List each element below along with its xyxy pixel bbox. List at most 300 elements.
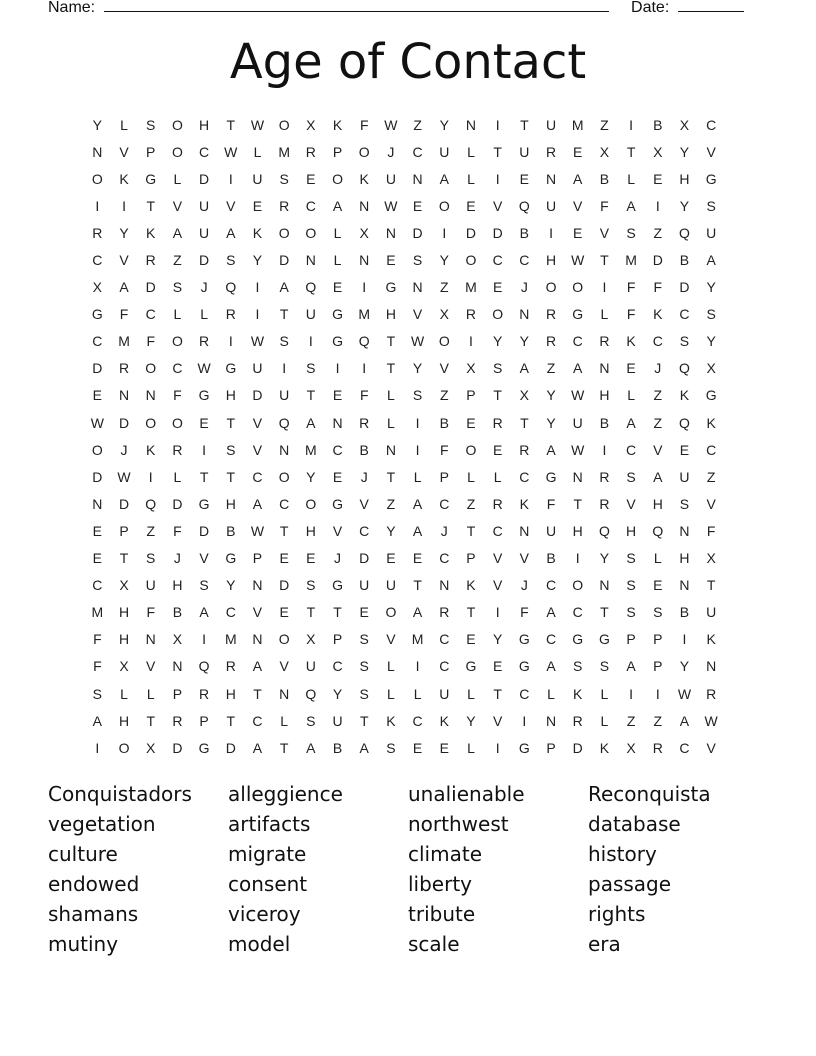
grid-letter: T [706, 577, 716, 594]
grid-letter: B [172, 604, 183, 621]
grid-letter: M [91, 604, 104, 621]
grid-letter: R [305, 143, 316, 160]
grid-letter: O [171, 333, 183, 350]
grid-letter: L [173, 306, 182, 323]
grid-letter: S [306, 712, 316, 729]
grid-letter: U [706, 604, 717, 621]
grid-letter: K [519, 495, 530, 512]
grid-letter: D [172, 495, 183, 512]
word-bank-item: climate [408, 842, 482, 866]
grid-letter: K [252, 224, 263, 241]
grid-letter: U [706, 224, 717, 241]
grid-letter: I [549, 224, 553, 241]
grid-letter: Y [439, 116, 449, 133]
grid-letter: E [92, 550, 103, 567]
grid-letter: C [679, 739, 690, 756]
grid-letter: Z [413, 116, 422, 133]
grid-letter: E [439, 739, 449, 756]
grid-letter: N [412, 279, 423, 296]
grid-letter: D [279, 252, 290, 269]
grid-letter: T [279, 522, 289, 539]
word-bank-item: liberty [408, 872, 473, 896]
grid-letter: L [467, 170, 475, 187]
grid-letter: T [333, 604, 342, 621]
grid-letter: C [492, 252, 503, 269]
grid-letter: J [360, 468, 368, 485]
grid-letter: L [467, 739, 475, 756]
grid-letter: X [466, 360, 476, 377]
grid-letter: K [626, 333, 636, 350]
grid-letter: N [172, 658, 183, 675]
grid-letter: C [652, 333, 663, 350]
grid-letter: I [522, 712, 527, 729]
grid-letter: S [626, 468, 636, 485]
word-bank-item: culture [48, 842, 118, 866]
grid-letter: P [546, 739, 556, 756]
grid-letter: U [439, 143, 450, 160]
word-bank-item: shamans [48, 902, 139, 926]
grid-letter: O [278, 468, 290, 485]
grid-letter: S [706, 306, 716, 323]
grid-letter: Z [146, 522, 155, 539]
grid-letter: Y [679, 143, 690, 160]
grid-letter: G [332, 577, 343, 594]
grid-letter: M [118, 333, 130, 350]
grid-letter: I [495, 604, 500, 621]
grid-letter: K [359, 170, 369, 187]
header [48, 0, 744, 19]
grid-letter: T [600, 252, 609, 269]
grid-letter: V [412, 306, 423, 323]
grid-letter: Z [706, 468, 716, 485]
grid-letter: Z [600, 116, 609, 133]
grid-letter: G [385, 279, 397, 296]
grid-letter: O [358, 143, 370, 160]
grid-letter: L [600, 306, 609, 323]
grid-letter: E [492, 441, 503, 458]
grid-letter: U [545, 522, 557, 539]
grid-letter: W [250, 116, 265, 133]
grid-letter: T [226, 468, 236, 485]
grid-letter: U [252, 360, 263, 377]
grid-letter: V [252, 414, 263, 431]
word-bank-item: migrate [228, 842, 307, 866]
grid-letter: L [333, 224, 342, 241]
grid-letter: E [626, 360, 636, 377]
grid-letter: X [519, 387, 530, 404]
grid-letter: T [359, 712, 369, 729]
grid-letter: A [306, 414, 316, 431]
grid-letter: F [173, 522, 182, 539]
grid-letter: R [706, 685, 717, 702]
grid-letter: T [573, 495, 582, 512]
grid-letter: N [145, 631, 156, 648]
grid-letter: Z [626, 712, 636, 729]
grid-letter: L [173, 170, 182, 187]
grid-letter: B [546, 550, 556, 567]
grid-letter: D [199, 252, 210, 269]
grid-letter: U [545, 116, 557, 133]
grid-letter: S [226, 252, 236, 269]
grid-letter: R [599, 495, 610, 512]
grid-letter: R [492, 495, 503, 512]
word-bank [48, 779, 768, 959]
grid-letter: N [679, 522, 690, 539]
grid-letter: S [626, 224, 636, 241]
date-field[interactable] [678, 0, 744, 12]
grid-letter: T [306, 604, 316, 621]
grid-letter: U [279, 387, 290, 404]
grid-letter: T [626, 143, 636, 160]
grid-letter: V [599, 224, 610, 241]
grid-letter: C [439, 658, 450, 675]
grid-letter: L [387, 685, 395, 702]
grid-letter: J [654, 360, 662, 377]
grid-letter: H [305, 522, 316, 539]
grid-letter: W [677, 685, 692, 702]
grid-letter: A [626, 197, 636, 214]
grid-letter: C [545, 631, 557, 648]
grid-letter: A [226, 224, 236, 241]
grid-letter: U [519, 143, 530, 160]
grid-letter: F [359, 116, 369, 133]
grid-letter: V [172, 197, 183, 214]
grid-letter: W [410, 333, 425, 350]
grid-letter: C [519, 468, 530, 485]
grid-letter: G [225, 550, 237, 567]
grid-letter: P [119, 522, 129, 539]
grid-letter: I [442, 224, 447, 241]
grid-letter: D [359, 550, 370, 567]
grid-letter: E [199, 414, 209, 431]
grid-letter: Q [145, 495, 157, 512]
grid-letter: Q [679, 360, 690, 377]
grid-letter: A [626, 414, 636, 431]
grid-letter: N [92, 143, 103, 160]
grid-letter: A [252, 495, 263, 512]
grid-letter: U [359, 577, 370, 594]
grid-letter: W [384, 116, 398, 133]
grid-letter: R [279, 197, 290, 214]
grid-letter: B [226, 522, 236, 539]
grid-letter: A [412, 604, 423, 621]
grid-letter: L [653, 550, 662, 567]
grid-letter: V [706, 143, 716, 160]
grid-letter: I [228, 170, 233, 187]
grid-letter: B [679, 252, 690, 269]
grid-letter: H [599, 387, 610, 404]
grid-letter: Z [653, 414, 663, 431]
grid-letter: F [626, 306, 636, 323]
grid-letter: N [279, 441, 290, 458]
grid-letter: N [252, 631, 263, 648]
grid-letter: O [385, 604, 397, 621]
grid-letter: H [679, 550, 690, 567]
grid-letter: W [224, 143, 238, 160]
name-field[interactable] [104, 0, 609, 12]
grid-letter: N [599, 360, 610, 377]
grid-letter: S [306, 577, 316, 594]
grid-letter: L [387, 387, 395, 404]
grid-letter: Q [652, 522, 664, 539]
word-bank-item: history [588, 842, 657, 866]
grid-letter: C [145, 306, 156, 323]
grid-letter: A [412, 495, 423, 512]
grid-letter: T [520, 116, 529, 133]
grid-letter: Z [173, 252, 182, 269]
grid-letter: N [252, 577, 263, 594]
grid-letter: Z [440, 387, 449, 404]
grid-letter: C [332, 441, 343, 458]
grid-letter: K [119, 170, 129, 187]
grid-letter: I [255, 306, 260, 323]
grid-letter: S [172, 279, 183, 296]
word-bank-item: artifacts [228, 812, 311, 836]
grid-letter: N [679, 577, 690, 594]
grid-letter: X [146, 739, 156, 756]
grid-letter: A [573, 360, 583, 377]
grid-letter: A [332, 197, 343, 214]
grid-letter: J [120, 441, 128, 458]
grid-letter: L [600, 685, 609, 702]
grid-letter: T [466, 604, 476, 621]
grid-letter: G [198, 387, 210, 404]
grid-letter: J [173, 550, 181, 567]
grid-letter: A [199, 604, 209, 621]
grid-letter: S [359, 658, 369, 675]
grid-letter: C [225, 604, 236, 621]
grid-letter: Q [598, 522, 610, 539]
grid-letter: L [627, 170, 635, 187]
grid-letter: Y [679, 197, 690, 214]
grid-letter: L [627, 387, 635, 404]
grid-letter: A [573, 170, 583, 187]
grid-letter: L [146, 685, 155, 702]
grid-letter: S [492, 360, 503, 377]
grid-letter: O [305, 224, 317, 241]
grid-letter: M [224, 631, 237, 648]
grid-letter: Z [653, 712, 663, 729]
grid-letter: C [492, 522, 503, 539]
grid-letter: G [225, 360, 237, 377]
grid-letter: K [439, 712, 449, 729]
grid-letter: A [412, 522, 423, 539]
grid-letter: G [598, 631, 610, 648]
grid-letter: A [252, 739, 263, 756]
grid-letter: F [626, 279, 636, 296]
grid-letter: M [411, 631, 424, 648]
grid-letter: I [602, 279, 607, 296]
grid-letter: V [492, 197, 503, 214]
grid-letter: D [199, 170, 210, 187]
grid-letter: L [253, 143, 262, 160]
grid-letter: R [465, 306, 477, 323]
grid-letter: W [117, 468, 131, 485]
word-bank-item: passage [588, 872, 672, 896]
date-label: Date: [631, 0, 670, 16]
grid-letter: F [359, 387, 369, 404]
grid-letter: R [199, 685, 210, 702]
grid-letter: A [546, 441, 556, 458]
grid-letter: K [146, 224, 156, 241]
grid-letter: G [91, 306, 103, 323]
grid-letter: C [679, 306, 690, 323]
grid-letter: S [626, 577, 636, 594]
grid-letter: V [386, 631, 396, 648]
grid-letter: U [439, 685, 450, 702]
grid-letter: B [599, 414, 610, 431]
grid-letter: A [706, 252, 716, 269]
grid-letter: E [679, 441, 690, 458]
grid-letter: E [573, 143, 583, 160]
grid-letter: Y [679, 658, 690, 675]
grid-letter: D [412, 224, 423, 241]
grid-letter: E [412, 197, 423, 214]
grid-letter: H [626, 522, 637, 539]
grid-letter: C [92, 333, 103, 350]
grid-letter: A [306, 739, 316, 756]
grid-letter: C [572, 604, 583, 621]
grid-letter: G [572, 631, 584, 648]
grid-letter: C [439, 550, 450, 567]
grid-letter: Y [92, 116, 103, 133]
grid-letter: K [146, 441, 156, 458]
grid-letter: T [386, 360, 396, 377]
word-bank-item: model [228, 932, 291, 956]
grid-letter: T [226, 414, 236, 431]
grid-letter: S [92, 685, 103, 702]
word-bank-item: Conquistadors [48, 782, 192, 806]
grid-letter: B [359, 441, 369, 458]
grid-letter: M [278, 143, 290, 160]
grid-letter: W [250, 333, 265, 350]
grid-letter: F [706, 522, 716, 539]
grid-letter: T [520, 414, 529, 431]
grid-letter: D [118, 495, 130, 512]
grid-letter: Z [546, 360, 556, 377]
grid-letter: Y [546, 414, 556, 431]
grid-letter: X [439, 306, 449, 323]
grid-letter: B [519, 224, 530, 241]
grid-letter: A [439, 170, 449, 187]
grid-letter: X [119, 658, 129, 675]
grid-letter: V [332, 522, 343, 539]
grid-letter: A [92, 712, 103, 729]
grid-letter: F [93, 658, 102, 675]
grid-letter: S [653, 604, 663, 621]
grid-letter: N [385, 224, 396, 241]
grid-letter: R [199, 333, 210, 350]
grid-letter: Y [119, 224, 129, 241]
grid-letter: Y [386, 522, 396, 539]
grid-letter: I [629, 685, 634, 702]
grid-letter: W [250, 522, 265, 539]
grid-letter: E [92, 387, 103, 404]
grid-letter: G [705, 387, 717, 404]
word-bank-item: tribute [408, 902, 476, 926]
grid-letter: V [226, 197, 236, 214]
grid-letter: O [171, 143, 183, 160]
grid-letter: C [332, 658, 343, 675]
grid-letter: S [626, 604, 636, 621]
grid-letter: I [308, 333, 313, 350]
grid-letter: I [629, 116, 634, 133]
grid-letter: P [199, 712, 209, 729]
grid-letter: D [252, 387, 263, 404]
grid-letter: T [493, 685, 502, 702]
grid-letter: G [518, 658, 530, 675]
grid-letter: C [199, 143, 210, 160]
grid-letter: U [572, 414, 583, 431]
letter-grid [84, 111, 725, 761]
grid-letter: B [599, 170, 610, 187]
grid-letter: Q [679, 224, 690, 241]
grid-letter: S [412, 387, 423, 404]
grid-letter: R [652, 739, 663, 756]
grid-letter: T [199, 468, 209, 485]
grid-letter: L [467, 685, 475, 702]
grid-letter: L [280, 712, 289, 729]
grid-letter: T [226, 712, 236, 729]
grid-letter: P [172, 685, 183, 702]
grid-letter: S [626, 550, 636, 567]
grid-letter: K [706, 631, 716, 648]
grid-letter: J [200, 279, 208, 296]
grid-letter: O [465, 252, 477, 269]
grid-letter: A [279, 279, 289, 296]
grid-letter: X [119, 577, 129, 594]
grid-letter: U [199, 224, 210, 241]
grid-letter: O [91, 170, 103, 187]
grid-letter: I [655, 197, 660, 214]
grid-letter: C [92, 577, 103, 594]
grid-letter: V [706, 739, 716, 756]
grid-letter: G [465, 658, 477, 675]
grid-letter: L [333, 252, 342, 269]
grid-letter: K [332, 116, 343, 133]
grid-letter: Q [305, 279, 317, 296]
grid-letter: T [253, 685, 262, 702]
grid-letter: V [199, 550, 209, 567]
grid-letter: I [575, 550, 580, 567]
grid-letter: I [362, 279, 367, 296]
grid-letter: C [519, 252, 530, 269]
grid-letter: A [546, 658, 556, 675]
grid-letter: N [332, 414, 343, 431]
grid-letter: X [653, 143, 663, 160]
grid-letter: I [415, 414, 420, 431]
grid-letter: S [146, 550, 156, 567]
grid-letter: F [173, 387, 182, 404]
grid-letter: T [466, 522, 476, 539]
grid-letter: G [332, 306, 343, 323]
grid-letter: T [306, 387, 316, 404]
grid-letter: O [572, 577, 584, 594]
grid-letter: D [572, 739, 583, 756]
grid-letter: L [120, 685, 128, 702]
grid-letter: R [572, 712, 583, 729]
grid-letter: U [385, 170, 396, 187]
grid-letter: E [466, 414, 476, 431]
grid-letter: K [386, 712, 396, 729]
grid-letter: C [412, 712, 423, 729]
grid-letter: R [172, 441, 183, 458]
grid-letter: O [332, 170, 343, 187]
grid-letter: C [305, 197, 316, 214]
grid-letter: W [571, 387, 585, 404]
grid-letter: R [92, 224, 103, 241]
grid-letter: T [413, 577, 422, 594]
